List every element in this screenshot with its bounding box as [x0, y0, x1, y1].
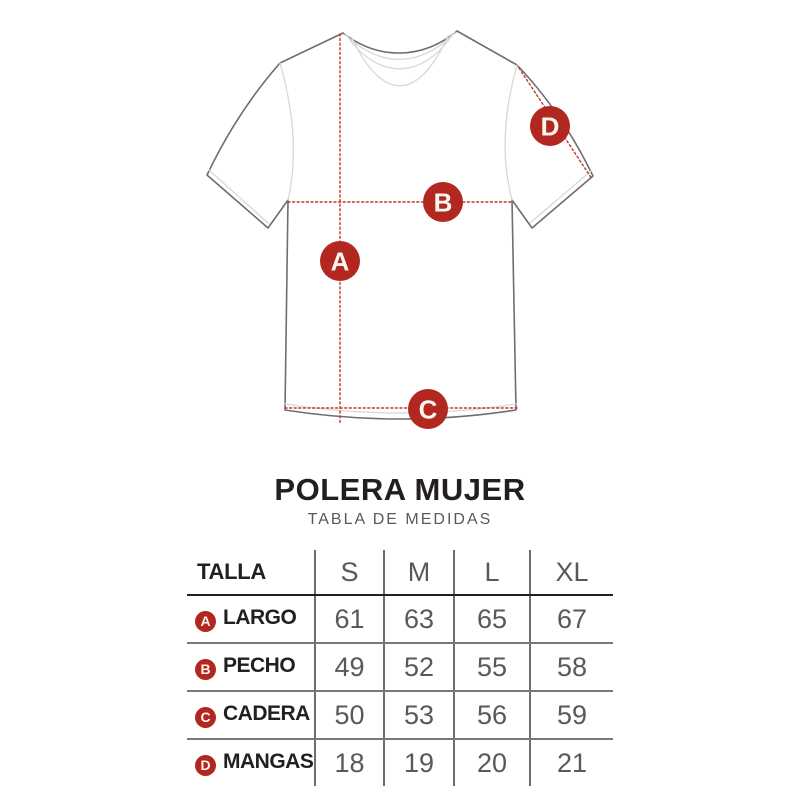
value-pecho-m: 52 — [384, 643, 454, 691]
table-row-largo — [187, 595, 613, 643]
badge-a-icon: A — [195, 611, 216, 632]
value-largo-l: 65 — [454, 595, 530, 643]
value-mangas-s: 18 — [315, 739, 384, 786]
marker-largo-letter: A — [330, 246, 350, 277]
value-largo-s: 61 — [315, 595, 384, 643]
page-title: POLERA MUJER — [274, 472, 526, 507]
page-subtitle: TABLA DE MEDIDAS — [307, 511, 493, 528]
table-row-pecho — [187, 643, 613, 691]
marker-pecho-letter: B — [433, 187, 453, 218]
tshirt-outline — [207, 31, 593, 419]
value-cadera-l: 56 — [454, 691, 530, 739]
marker-cadera — [408, 389, 448, 429]
row-header-cadera — [187, 691, 315, 739]
badge-b-icon: B — [195, 659, 216, 680]
value-cadera-s: 50 — [315, 691, 384, 739]
marker-mangas — [530, 106, 570, 146]
value-cadera-m: 53 — [384, 691, 454, 739]
row-label-mangas: MANGAS — [223, 749, 314, 773]
marker-largo — [320, 241, 360, 281]
row-header-pecho — [187, 643, 315, 691]
badge-c-icon: C — [195, 707, 216, 728]
value-pecho-s: 49 — [315, 643, 384, 691]
marker-pecho — [423, 182, 463, 222]
value-pecho-xl: 58 — [530, 643, 613, 691]
value-mangas-xl: 21 — [530, 739, 613, 786]
value-largo-xl: 67 — [530, 595, 613, 643]
row-header-mangas — [187, 739, 315, 786]
row-header-largo — [187, 595, 315, 643]
table-header-row — [187, 550, 613, 595]
column-header-talla: TALLA — [187, 550, 315, 595]
column-header-size-m: M — [384, 550, 454, 595]
value-mangas-l: 20 — [454, 739, 530, 786]
value-largo-m: 63 — [384, 595, 454, 643]
size-table — [187, 550, 613, 786]
column-header-size-s: S — [315, 550, 384, 595]
table-row-mangas — [187, 739, 613, 786]
row-label-pecho: PECHO — [223, 653, 296, 677]
badge-d-icon: D — [195, 755, 216, 776]
marker-mangas-letter: D — [540, 111, 560, 142]
value-mangas-m: 19 — [384, 739, 454, 786]
marker-cadera-letter: C — [418, 394, 438, 425]
value-cadera-xl: 59 — [530, 691, 613, 739]
row-label-cadera: CADERA — [223, 701, 310, 725]
column-header-size-l: L — [454, 550, 530, 595]
row-label-largo: LARGO — [223, 605, 297, 629]
column-header-size-xl: XL — [530, 550, 613, 595]
value-pecho-l: 55 — [454, 643, 530, 691]
table-row-cadera — [187, 691, 613, 739]
